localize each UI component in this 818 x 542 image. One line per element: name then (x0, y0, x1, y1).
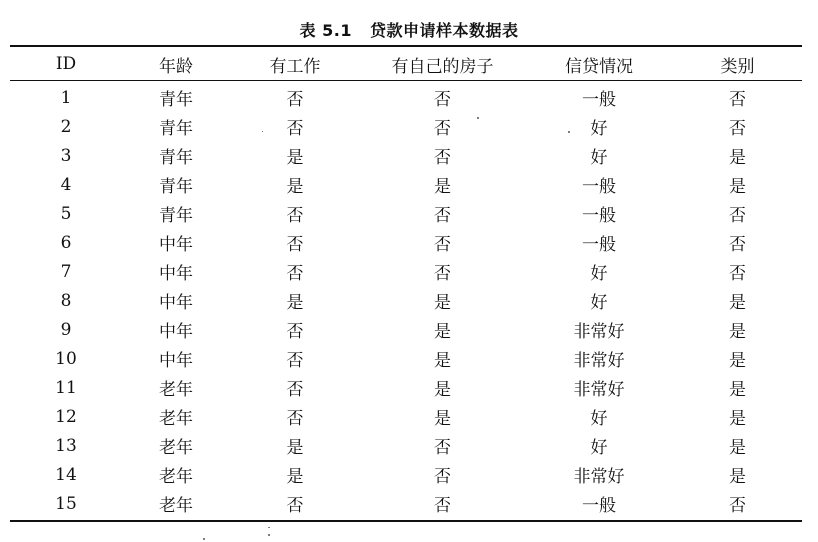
table-top-rule (10, 45, 802, 47)
cell-credit: 一般 (582, 496, 616, 516)
cell-credit: 非常好 (573, 351, 625, 371)
cell-class: 是 (729, 409, 746, 429)
cell-id: 10 (55, 348, 77, 369)
table-body (10, 83, 802, 518)
cell-class: 否 (729, 264, 746, 284)
cell-credit: 好 (590, 293, 608, 313)
table-header-rule (10, 80, 802, 81)
table-row (10, 83, 802, 112)
cell-credit: 一般 (582, 90, 616, 110)
cell-own-house: 否 (434, 148, 451, 168)
table-row (10, 489, 802, 518)
cell-has-job: 否 (286, 380, 304, 400)
column-header-credit: 信贷情况 (565, 56, 633, 77)
cell-age: 老年 (159, 467, 193, 487)
table-row (10, 402, 802, 431)
cell-own-house: 否 (434, 119, 451, 139)
cell-own-house: 否 (434, 235, 451, 255)
cell-credit: 非常好 (573, 380, 625, 400)
cell-id: 9 (60, 319, 72, 340)
cell-has-job: 是 (286, 148, 304, 168)
column-header-id: ID (55, 54, 77, 74)
cell-age: 青年 (159, 206, 193, 226)
cell-has-job: 否 (286, 496, 304, 516)
cell-class: 否 (729, 119, 746, 139)
cell-own-house: 否 (434, 90, 451, 110)
cell-has-job: 否 (286, 206, 304, 226)
table-caption (0, 18, 818, 41)
cell-class: 是 (729, 322, 746, 342)
cell-credit: 非常好 (573, 467, 625, 487)
table-caption-number: 表 5.1 (299, 21, 352, 40)
table-caption-title: 贷款申请样本数据表 (369, 21, 519, 40)
cell-age: 老年 (159, 409, 193, 429)
cell-has-job: 否 (286, 409, 304, 429)
cell-class: 是 (729, 380, 746, 400)
cell-class: 否 (729, 206, 746, 226)
cell-class: 否 (729, 90, 746, 110)
cell-id: 6 (60, 232, 72, 253)
table-header (10, 48, 802, 80)
cell-class: 是 (729, 293, 746, 313)
cell-has-job: 是 (286, 293, 304, 313)
table-row (10, 373, 802, 402)
column-header-age: 年龄 (159, 56, 193, 77)
cell-age: 老年 (159, 380, 193, 400)
table-bottom-rule (10, 520, 802, 522)
cell-has-job: 否 (286, 235, 304, 255)
cell-own-house: 是 (434, 293, 451, 313)
cell-class: 是 (729, 467, 746, 487)
cell-id: 4 (60, 174, 72, 195)
scan-speck (268, 534, 270, 536)
cell-class: 是 (729, 148, 746, 168)
cell-credit: 一般 (582, 177, 616, 197)
column-header-own-house: 有自己的房子 (391, 56, 494, 77)
cell-credit: 好 (590, 264, 608, 284)
cell-class: 否 (729, 496, 746, 516)
cell-has-job: 是 (286, 438, 304, 458)
table-row (10, 141, 802, 170)
cell-own-house: 是 (434, 351, 451, 371)
cell-id: 1 (60, 87, 72, 108)
cell-age: 中年 (159, 264, 193, 284)
cell-credit: 好 (590, 148, 608, 168)
cell-id: 12 (55, 406, 77, 427)
cell-class: 是 (729, 351, 746, 371)
cell-own-house: 是 (434, 380, 451, 400)
cell-own-house: 是 (434, 177, 451, 197)
cell-has-job: 否 (286, 322, 304, 342)
cell-own-house: 否 (434, 467, 451, 487)
cell-credit: 一般 (582, 235, 616, 255)
scan-speck (568, 131, 570, 133)
table-row (10, 257, 802, 286)
cell-has-job: 是 (286, 467, 304, 487)
cell-age: 青年 (159, 119, 193, 139)
table-row (10, 199, 802, 228)
cell-age: 老年 (159, 438, 193, 458)
column-header-has-job: 有工作 (269, 56, 321, 77)
cell-age: 青年 (159, 177, 193, 197)
header-row (10, 48, 802, 80)
cell-has-job: 否 (286, 90, 304, 110)
cell-age: 青年 (159, 148, 193, 168)
cell-own-house: 否 (434, 496, 451, 516)
cell-has-job: 否 (286, 119, 304, 139)
cell-id: 2 (60, 116, 72, 137)
cell-has-job: 是 (286, 177, 304, 197)
table-row (10, 431, 802, 460)
cell-credit: 好 (590, 409, 608, 429)
cell-credit: 一般 (582, 206, 616, 226)
cell-credit: 好 (590, 438, 608, 458)
table-row (10, 170, 802, 199)
cell-own-house: 是 (434, 409, 451, 429)
cell-id: 15 (55, 493, 77, 514)
cell-own-house: 是 (434, 322, 451, 342)
cell-credit: 好 (590, 119, 608, 139)
cell-id: 3 (60, 145, 72, 166)
cell-own-house: 否 (434, 206, 451, 226)
column-header-class: 类别 (720, 56, 755, 77)
table-row (10, 344, 802, 373)
cell-id: 14 (55, 464, 77, 485)
cell-class: 否 (729, 235, 746, 255)
scan-speck (203, 538, 205, 540)
cell-own-house: 否 (434, 264, 451, 284)
cell-age: 中年 (159, 351, 193, 371)
cell-age: 中年 (159, 235, 193, 255)
cell-credit: 非常好 (573, 322, 625, 342)
table-row (10, 315, 802, 344)
cell-id: 7 (60, 261, 72, 282)
cell-age: 中年 (159, 293, 193, 313)
cell-id: 8 (60, 290, 72, 311)
scan-speck (262, 131, 263, 132)
cell-id: 5 (60, 203, 72, 224)
scan-speck (268, 527, 270, 528)
table-row (10, 286, 802, 315)
cell-own-house: 否 (434, 438, 451, 458)
cell-has-job: 否 (286, 351, 304, 371)
scan-speck (477, 117, 479, 119)
cell-age: 青年 (159, 90, 193, 110)
cell-age: 中年 (159, 322, 193, 342)
table-row (10, 228, 802, 257)
cell-class: 是 (729, 177, 746, 197)
cell-id: 13 (55, 435, 77, 456)
table-row (10, 460, 802, 489)
cell-id: 11 (55, 377, 77, 398)
table-row (10, 112, 802, 141)
cell-class: 是 (729, 438, 746, 458)
cell-age: 老年 (159, 496, 193, 516)
cell-has-job: 否 (286, 264, 304, 284)
